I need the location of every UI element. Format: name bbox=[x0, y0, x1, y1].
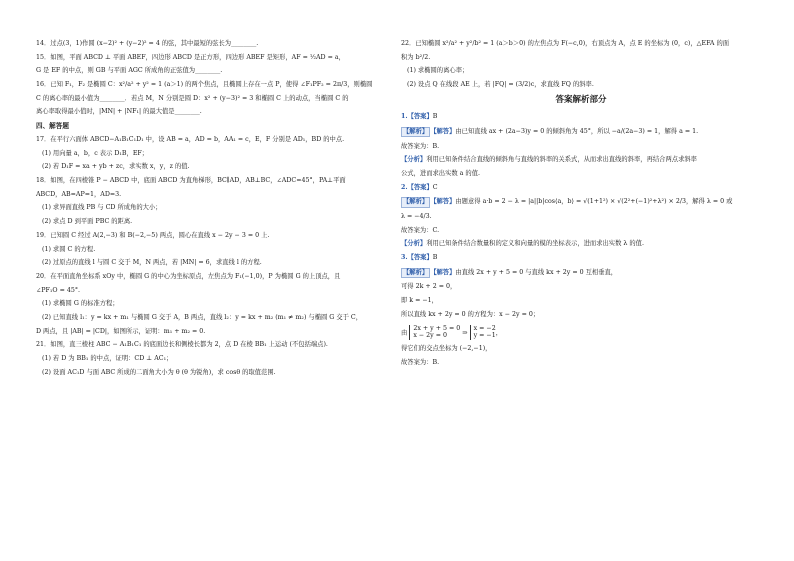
question-16-line-2: C 的离心率的最小值为________．若点 M，N 分别是圆 D：x² + (y−3)² = 3 和椭圆 C 上的动点，当椭圆 C 的 bbox=[36, 94, 349, 102]
answer-3-header bbox=[401, 254, 761, 263]
right-column bbox=[401, 40, 761, 373]
answer-3-line-2: 可得 2k + 2 = 0， bbox=[401, 283, 457, 291]
answer-2-answer: C bbox=[432, 183, 438, 191]
answer-1-number: 1. bbox=[401, 113, 408, 121]
question-22-line-1: 22．已知椭圆 x²/a² + y²/b² = 1 (a＞b＞0) 的左焦点为 F(−c,0)，右顶点为 A，点 E 的坐标为 (0，c)，△EFA 的面 bbox=[401, 40, 730, 47]
question-20-line-2: ∠PF₁O = 45°. bbox=[36, 286, 81, 294]
question-18-line-1: 18．如图，在四棱锥 P − ABCD 中，底面 ABCD 为直角梯形，BC∥AD，AB⊥BC，∠ADC=45°，PA⊥平面 bbox=[36, 177, 346, 185]
answer-2-analysis-tag: 【解析】 bbox=[401, 197, 430, 208]
answer-2-solve-tag: 【解答】 bbox=[430, 198, 456, 206]
answer-1-line-2: 故答案为：B. bbox=[401, 142, 440, 150]
answer-1-solution bbox=[401, 127, 761, 138]
answer-3-system-eq-1: 2x + y + 5 = 0 bbox=[413, 324, 461, 332]
answer-1-comment bbox=[401, 156, 761, 165]
answer-3-implies-arrow: ⇒ bbox=[462, 328, 468, 336]
question-21-part-1: (1) 若 D 为 BB₁ 的中点，证明：CD ⊥ AC₁； bbox=[42, 355, 173, 363]
answer-3-equation-system bbox=[401, 325, 761, 341]
question-16-line-3: 离心率取得最小值时，|MN| + |NF₁| 的最大值是________. bbox=[36, 108, 202, 116]
answer-3-line-6: 故答案为：B. bbox=[401, 359, 440, 367]
section-heading-solutions: 四、解答题 bbox=[36, 122, 69, 131]
answer-3-analysis-tag: 【解析】 bbox=[401, 268, 430, 279]
answer-3-system-suffix: ， bbox=[495, 328, 503, 336]
question-22-part-1: (1) 求椭圆的离心率； bbox=[407, 67, 469, 75]
question-19: 19．已知圆 C 经过 A(2,−3) 和 B(−2,−5) 两点，圆心在直线 x − 2y − 3 = 0 上. bbox=[36, 231, 270, 239]
answer-2-number: 2. bbox=[401, 183, 408, 191]
answer-1-comment-tag: 【分析】 bbox=[401, 156, 427, 164]
answer-2-line-3: 故答案为：C. bbox=[401, 226, 440, 234]
answer-3-solution-brace bbox=[470, 325, 496, 341]
answer-3-number: 3. bbox=[401, 254, 408, 262]
answer-3-answer: B bbox=[432, 254, 438, 262]
question-16-line-1: 16．已知 F₁，F₂ 是椭圆 C：x²/a² + y² = 1 (a＞1) 的两个焦点，且椭圆上存在一点 P，使得 ∠F₁PF₂ = 2π/3，则椭圆 bbox=[36, 81, 373, 89]
question-22-part-2: (2) 设点 Q 在线段 AE 上，若 |FQ| = (3/2)c，求直线 FQ 的斜率. bbox=[407, 81, 594, 89]
answer-3-solve-tag: 【解答】 bbox=[430, 268, 456, 276]
answer-3-system-eq-2: x − 2y = 0 bbox=[413, 332, 447, 340]
answer-3-line-1: 由直线 2x + y + 5 = 0 与直线 kx + 2y = 0 互相垂直， bbox=[455, 268, 618, 276]
answer-3-line-5: 得它们的交点坐标为 (−2,−1)， bbox=[401, 345, 492, 353]
answer-1-comment-line-1: 利用已知条件结合直线的倾斜角与直线的斜率的关系式，从而求出直线的斜率，再结合两点求斜率 bbox=[426, 156, 697, 164]
answer-1-answer: B bbox=[432, 113, 438, 121]
answer-2-line-2: λ = −4/3. bbox=[401, 213, 432, 221]
question-15-line-1: 15．如图，平面 ABCD ⊥ 平面 ABEF，四边形 ABCD 是正方形，四边形 ABEF 是矩形，AF = ½AD = a， bbox=[36, 53, 345, 61]
answer-3-system-prefix: 由 bbox=[401, 328, 408, 336]
answer-1-solve-tag: 【解答】 bbox=[430, 127, 456, 135]
question-21-part-2: (2) 设面 AC₁D 与面 ABC 所成的二面角大小为 θ (θ 为锐角)，求 cosθ 的取值范围. bbox=[42, 368, 276, 376]
answer-2-solution bbox=[401, 197, 761, 208]
answer-1-header bbox=[401, 113, 761, 122]
question-18-line-2: ABCD，AB=AP=1，AD=3. bbox=[36, 190, 122, 198]
question-17-part-1: (1) 用向量 a，b，c 表示 D₁B，EF； bbox=[42, 149, 149, 157]
answer-3-answer-tag: 【答案】 bbox=[407, 254, 433, 262]
question-22-line-2: 积为 b²/2. bbox=[401, 53, 431, 61]
left-column bbox=[36, 40, 388, 382]
answer-3-solution bbox=[401, 268, 761, 279]
question-15-line-2: G 是 EF 的中点，则 GB 与平面 AGC 所成角的正弦值为________. bbox=[36, 67, 223, 75]
question-20-part-2-line-2: D 两点，且 |AB| = |CD|，如图所示，证明：m₁ + m₂ = 0. bbox=[36, 327, 206, 335]
question-17: 17．在平行六面体 ABCD−A₁B₁C₁D₁ 中，设 AB = a，AD = b，AA₁ = c，E，F 分别是 AD₁，BD 的中点. bbox=[36, 136, 345, 144]
answer-3-line-3: 即 k = −1， bbox=[401, 297, 438, 305]
answer-2-comment-tag: 【分析】 bbox=[401, 240, 427, 248]
question-20-part-2-line-1: (2) 已知直线 l₁：y = kx + m₁ 与椭圆 G 交于 A，B 两点，直线 l₂：y = kx + m₂ (m₁ ≠ m₂) 与椭圆 G 交于 C， bbox=[42, 313, 363, 321]
question-20-part-1: (1) 求椭圆 G 的标准方程； bbox=[42, 300, 119, 308]
answer-1-answer-tag: 【答案】 bbox=[407, 113, 433, 121]
answer-2-header bbox=[401, 184, 761, 193]
answer-1-line-1: 由已知直线 ax + (2a−3)y = 0 的倾斜角为 45°，所以 −a/(2a−3) = 1，解得 a = 1. bbox=[455, 127, 699, 135]
question-14: 14．过点(3，1)作圆 (x−2)² + (y−2)² = 4 的弦，其中最短的弦长为________. bbox=[36, 40, 259, 47]
answer-3-solution-y: y = −1 bbox=[473, 332, 496, 340]
answer-1-analysis-tag: 【解析】 bbox=[401, 127, 430, 138]
question-18-part-2: (2) 求点 D 到平面 PBC 的距离. bbox=[42, 218, 133, 226]
answer-3-line-4: 所以直线 kx + 2y = 0 的方程为：x − 2y = 0； bbox=[401, 310, 540, 318]
answer-3-solution-x: x = −2 bbox=[473, 324, 496, 332]
answer-2-answer-tag: 【答案】 bbox=[407, 183, 433, 191]
answer-2-comment-line-1: 利用已知条件结合数量积的定义和向量的模的坐标表示，进而求出实数 λ 的值. bbox=[426, 240, 644, 248]
question-20-line-1: 20．在平面直角坐标系 xOy 中，椭圆 G 的中心为坐标原点，左焦点为 F₁(−1,0)，P 为椭圆 G 的上顶点，且 bbox=[36, 272, 341, 280]
question-19-part-1: (1) 求圆 C 的方程. bbox=[42, 245, 96, 253]
question-17-part-2: (2) 若 D₁F = xa + yb + zc，求实数 x，y，z 的值. bbox=[42, 163, 190, 171]
question-18-part-1: (1) 求异面直线 PB 与 CD 所成角的大小； bbox=[42, 204, 162, 212]
answer-2-comment bbox=[401, 240, 761, 249]
answer-1-comment-line-2: 公式，进而求出实数 a 的值. bbox=[401, 169, 481, 177]
answer-section-title: 答案解析部分 bbox=[555, 94, 607, 105]
answer-3-system-brace bbox=[409, 325, 460, 341]
answer-2-line-1: 由题意得 a·b = 2 − λ = |a||b|cos⟨a，b⟩ = √(1+1²) × √(2²+(−1)²+λ²) × 2/3，解得 λ = 0 或 bbox=[455, 198, 733, 206]
question-19-part-2: (2) 过原点的直线 l 与圆 C 交于 M，N 两点，若 |MN| = 6，求直线 l 的方程. bbox=[42, 259, 262, 267]
question-21: 21．如图，直三棱柱 ABC − A₁B₁C₁ 的底面边长和侧棱长都为 2，点 D 在棱 BB₁ 上运动 (不包括端点). bbox=[36, 341, 328, 349]
